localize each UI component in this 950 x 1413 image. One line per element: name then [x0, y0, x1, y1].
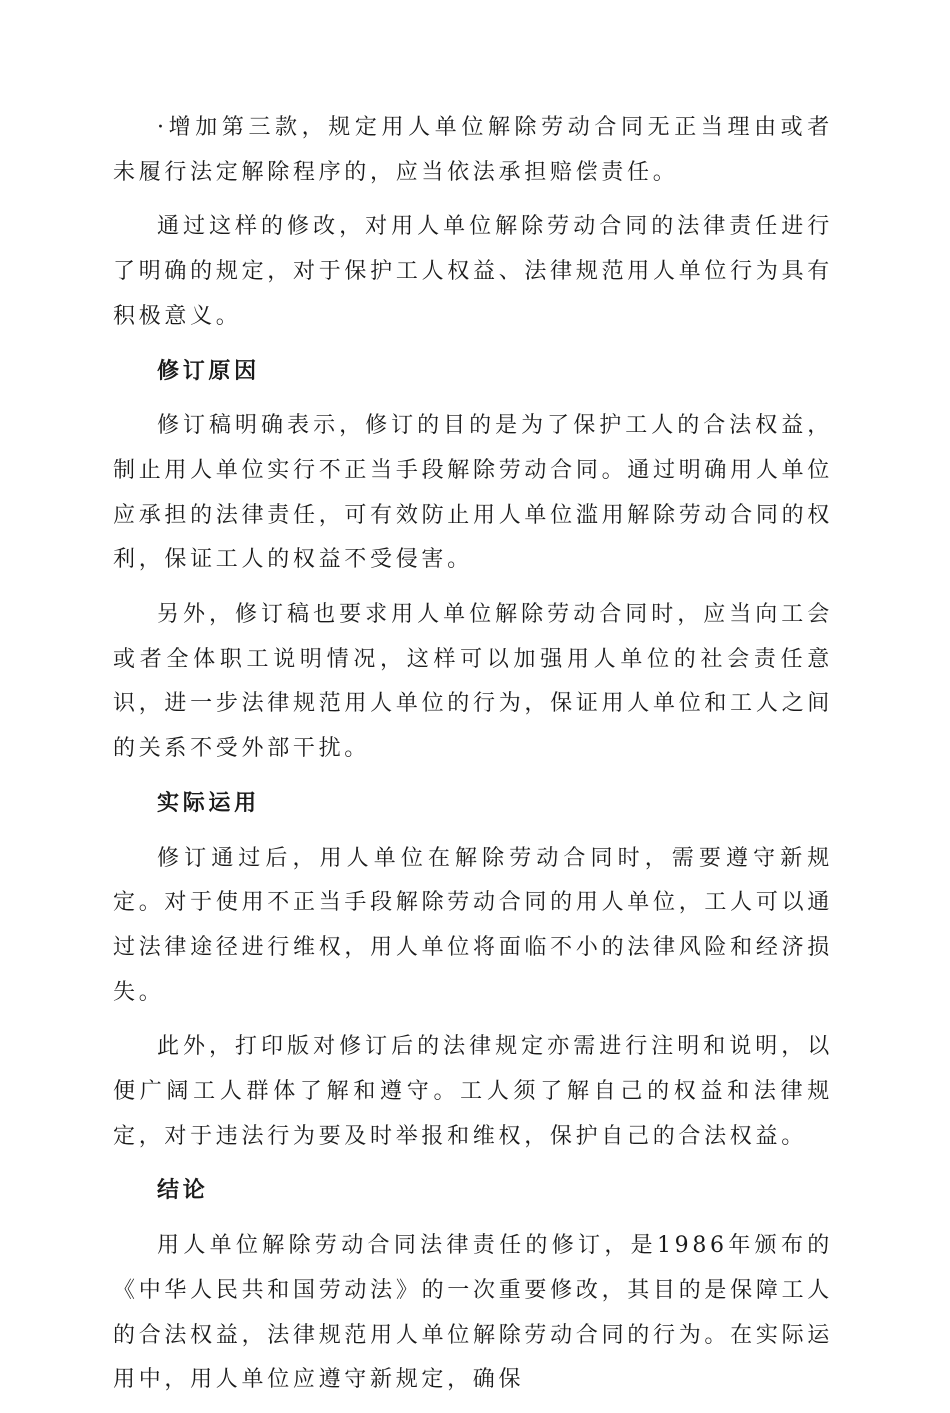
paragraph-reason-1: 修订稿明确表示，修订的目的是为了保护工人的合法权益，制止用人单位实行不正当手段解除劳动合同。通过明确用人单位应承担的法律责任，可有效防止用人单位滥用解除劳动合同的权利，保证工人的权益不受侵害。: [113, 413, 833, 573]
section-heading-reason: 修订原因: [157, 358, 260, 384]
paragraph-modification-summary: 通过这样的修改，对用人单位解除劳动合同的法律责任进行了明确的规定，对于保护工人权益、法律规范用人单位行为具有积极意义。: [113, 214, 833, 329]
bullet-paragraph-third-clause: ·增加第三款，规定用人单位解除劳动合同无正当理由或者未履行法定解除程序的，应当依法承担赔偿责任。: [113, 115, 833, 185]
paragraph-conclusion: 用人单位解除劳动合同法律责任的修订，是1986年颁布的《中华人民共和国劳动法》的一次重要修改，其目的是保障工人的合法权益，法律规范用人单位解除劳动合同的行为。在实际运用中，用人单位应遵守新规定，确保: [113, 1233, 833, 1393]
paragraph-application-2: 此外，打印版对修订后的法律规定亦需进行注明和说明，以便广阔工人群体了解和遵守。工人须了解自己的权益和法律规定，对于违法行为要及时举报和维权，保护自己的合法权益。: [113, 1034, 833, 1149]
paragraph-reason-2: 另外，修订稿也要求用人单位解除劳动合同时，应当向工会或者全体职工说明情况，这样可以加强用人单位的社会责任意识，进一步法律规范用人单位的行为，保证用人单位和工人之间的关系不受外部干扰。: [113, 602, 833, 762]
paragraph-application-1: 修订通过后，用人单位在解除劳动合同时，需要遵守新规定。对于使用不正当手段解除劳动合同的用人单位，工人可以通过法律途径进行维权，用人单位将面临不小的法律风险和经济损失。: [113, 845, 833, 1005]
section-heading-application: 实际运用: [157, 790, 260, 816]
section-heading-conclusion: 结论: [157, 1178, 209, 1204]
document-body: [113, 106, 833, 1413]
